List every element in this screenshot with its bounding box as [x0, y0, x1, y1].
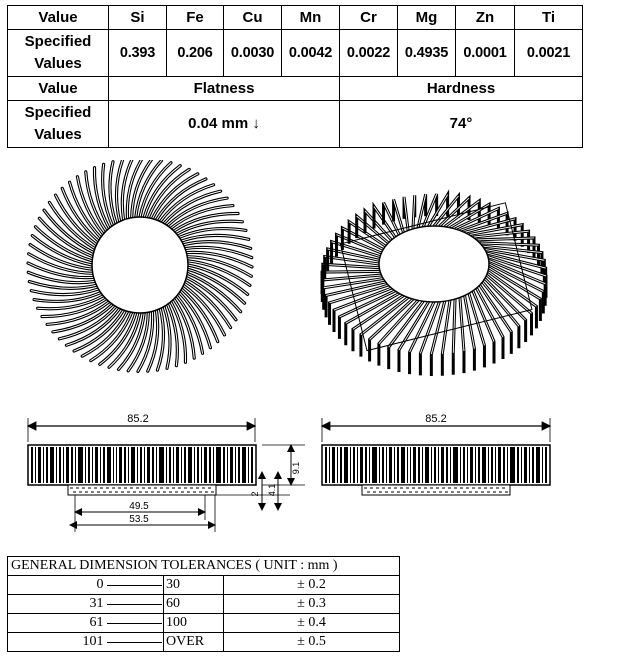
value-zn: 0.0001: [456, 30, 515, 77]
element-zn: Zn: [456, 6, 515, 30]
row-label: Value: [8, 6, 109, 30]
element-fe: Fe: [167, 6, 224, 30]
tolerance-row: 61 100 ± 0.4: [8, 614, 400, 633]
value-ti: 0.0021: [515, 30, 583, 77]
hardness-header: Hardness: [340, 77, 583, 101]
element-cu: Cu: [224, 6, 282, 30]
height-dimension: 9.1: [291, 461, 301, 475]
spec-label: Specified Values: [8, 101, 109, 148]
element-mn: Mn: [282, 6, 340, 30]
row-label: Value: [8, 77, 109, 101]
base-width-dimension: 53.5: [129, 514, 149, 525]
flatness-value: 0.04 mm ↓: [109, 101, 340, 148]
element-mg: Mg: [398, 6, 456, 30]
element-values-row: [8, 30, 583, 77]
property-values-row: [8, 101, 583, 148]
heatsink-drawing: [0, 160, 625, 555]
heatsink-side-view-right: [322, 413, 550, 495]
value-mg: 0.4935: [398, 30, 456, 77]
value-mn: 0.0042: [282, 30, 340, 77]
property-header-row: [8, 77, 583, 101]
composition-table: [7, 5, 583, 148]
value-cr: 0.0022: [340, 30, 398, 77]
element-cr: Cr: [340, 6, 398, 30]
fin-offset-dimension: 4.1: [267, 483, 277, 497]
heatsink-side-view-left: [28, 413, 305, 532]
base-dimension: 2: [250, 491, 260, 497]
element-si: Si: [109, 6, 167, 30]
value-si: 0.393: [109, 30, 167, 77]
element-header-row: [8, 6, 583, 30]
tolerances-title: GENERAL DIMENSION TOLERANCES ( UNIT : mm ): [8, 557, 400, 576]
value-fe: 0.206: [167, 30, 224, 77]
flatness-header: Flatness: [109, 77, 340, 101]
element-ti: Ti: [515, 6, 583, 30]
tolerance-row: 101 OVER ± 0.5: [8, 633, 400, 652]
tolerances-table: [7, 556, 400, 652]
width-dimension-left: 85.2: [127, 413, 149, 425]
heatsink-isometric-view: [322, 194, 546, 376]
spec-label: Specified Values: [8, 30, 109, 77]
heatsink-top-view: [28, 160, 252, 371]
tolerance-row: 31 60 ± 0.3: [8, 595, 400, 614]
tolerance-row: 0 30 ± 0.2: [8, 576, 400, 595]
value-cu: 0.0030: [224, 30, 282, 77]
hardness-value: 74°: [340, 101, 583, 148]
inner-dimension: 49.5: [129, 501, 149, 512]
width-dimension-right: 85.2: [425, 413, 447, 425]
